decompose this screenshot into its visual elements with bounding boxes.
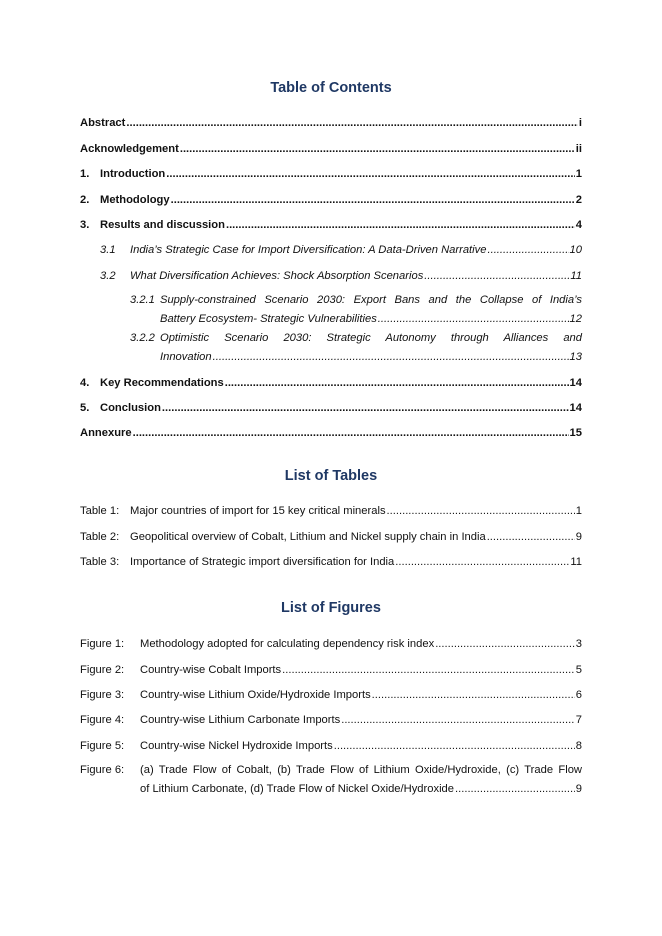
figure-entry-label-line2: of Lithium Carbonate, (d) Trade Flow of Nickel Oxide/Hydroxide: [140, 783, 455, 795]
leader-dots: [341, 712, 575, 728]
leader-dots: [225, 375, 569, 391]
toc-entry-acknowledgement[interactable]: [80, 141, 582, 157]
toc-entry-label: Introduction: [100, 168, 166, 180]
figure-entry-number: Figure 1:: [80, 638, 125, 650]
figure-entry-number: Figure 4:: [80, 714, 125, 726]
toc-entry-label: Annexure: [80, 427, 132, 439]
toc-entry-page: i: [578, 117, 582, 129]
toc-entry-page: 14: [569, 402, 582, 414]
toc-entry-recommendations[interactable]: [80, 375, 582, 391]
table-entry-1[interactable]: [80, 503, 582, 519]
figure-entry-page: 3: [575, 638, 582, 650]
leader-dots: [282, 662, 575, 678]
figure-entry-label: Country-wise Lithium Carbonate Imports: [140, 714, 341, 726]
leader-dots: [372, 687, 575, 703]
toc-entry-abstract[interactable]: [80, 115, 582, 131]
table-entry-number: Table 2:: [80, 531, 120, 543]
figure-entry-label: Country-wise Cobalt Imports: [140, 664, 282, 676]
leader-dots: [126, 115, 578, 131]
table-entry-label: Geopolitical overview of Cobalt, Lithium and Nickel supply chain in India: [130, 531, 486, 543]
toc-entry-3-2-1[interactable]: [130, 291, 582, 329]
toc-entry-3-2[interactable]: [100, 268, 582, 284]
toc-entry-page: 11: [570, 270, 582, 282]
figure-entry-page: 7: [575, 714, 582, 726]
toc-entry-number: 4.: [80, 377, 90, 389]
leader-dots: [487, 242, 568, 258]
toc-entry-page: 14: [569, 377, 582, 389]
figure-entry-page: 5: [575, 664, 582, 676]
leader-dots: [334, 738, 575, 754]
table-entry-3[interactable]: [80, 554, 582, 570]
toc-entry-page: 15: [569, 427, 582, 439]
figure-entry-number: Figure 5:: [80, 740, 125, 752]
figure-entry-page: 6: [575, 689, 582, 701]
toc-entry-number: 3.: [80, 219, 90, 231]
table-entry-page: 1: [575, 505, 582, 517]
toc-entry-conclusion[interactable]: [80, 400, 582, 416]
leader-dots: [162, 400, 569, 416]
toc-entry-number: 5.: [80, 402, 90, 414]
toc-entry-3-2-2[interactable]: [130, 329, 582, 367]
toc-entry-number: 3.2: [100, 270, 116, 282]
toc-entry-number: 3.2.2: [130, 332, 155, 344]
toc-entry-results[interactable]: [80, 217, 582, 233]
figure-entry-number: Figure 3:: [80, 689, 125, 701]
toc-entry-methodology[interactable]: [80, 192, 582, 208]
toc-entry-page: 10: [569, 244, 582, 256]
toc-entry-number: 3.2.1: [130, 294, 155, 306]
table-entry-page: 11: [570, 556, 582, 568]
toc-entry-label: India’s Strategic Case for Import Diversification: A Data-Driven Narrative: [130, 244, 487, 256]
toc-entry-label-line2: Battery Ecosystem- Strategic Vulnerabilities: [160, 313, 377, 325]
figure-entry-page: 9: [575, 783, 582, 795]
figure-entry-1[interactable]: [80, 636, 582, 652]
leader-dots: [171, 192, 575, 208]
toc-entry-page: 4: [575, 219, 582, 231]
toc-entry-number: 3.1: [100, 244, 116, 256]
toc-entry-page: 2: [575, 194, 582, 206]
figure-entry-number: Figure 6:: [80, 764, 125, 776]
toc-entry-label: Conclusion: [100, 402, 161, 414]
figure-entry-4[interactable]: [80, 712, 582, 728]
figure-entry-6[interactable]: [80, 761, 582, 799]
toc-entry-page: ii: [575, 143, 582, 155]
list-of-figures-title: List of Figures: [281, 600, 381, 616]
figure-entry-number: Figure 2:: [80, 664, 125, 676]
toc-entry-label-line2: Innovation: [160, 351, 212, 363]
toc-entry-number: 1.: [80, 168, 90, 180]
figure-entry-label: Country-wise Lithium Oxide/Hydroxide Imports: [140, 689, 371, 701]
table-entry-2[interactable]: [80, 529, 582, 545]
leader-dots: [424, 268, 569, 284]
toc-entry-label: Abstract: [80, 117, 126, 129]
table-entry-page: 9: [575, 531, 582, 543]
leader-dots: [387, 503, 575, 519]
leader-dots: [213, 348, 569, 367]
toc-entry-page: 12: [569, 313, 582, 325]
toc-entry-label: Acknowledgement: [80, 143, 179, 155]
leader-dots: [133, 425, 569, 441]
table-entry-label: Major countries of import for 15 key critical minerals: [130, 505, 386, 517]
toc-entry-label-line1: Optimistic Scenario 2030: Strategic Autonomy through Alliances and: [160, 332, 582, 344]
figure-entry-2[interactable]: [80, 662, 582, 678]
toc-entry-3-1[interactable]: [100, 242, 582, 258]
leader-dots: [166, 166, 575, 182]
leader-dots: [435, 636, 575, 652]
table-entry-number: Table 3:: [80, 556, 120, 568]
figure-entry-3[interactable]: [80, 687, 582, 703]
toc-entry-label: Methodology: [100, 194, 170, 206]
table-entry-number: Table 1:: [80, 505, 120, 517]
leader-dots: [487, 529, 575, 545]
figure-entry-label: Country-wise Nickel Hydroxide Imports: [140, 740, 333, 752]
leader-dots: [226, 217, 575, 233]
toc-entry-page: 13: [569, 351, 582, 363]
leader-dots: [378, 310, 569, 329]
toc-entry-label: Results and discussion: [100, 219, 225, 231]
toc-entry-annexure[interactable]: [80, 425, 582, 441]
table-entry-label: Importance of Strategic import diversification for India: [130, 556, 395, 568]
toc-entry-label: What Diversification Achieves: Shock Absorption Scenarios: [130, 270, 424, 282]
toc-entry-number: 2.: [80, 194, 90, 206]
leader-dots: [180, 141, 575, 157]
toc-entry-page: 1: [575, 168, 582, 180]
figure-entry-label: Methodology adopted for calculating dependency risk index: [140, 638, 435, 650]
toc-entry-label: Key Recommendations: [100, 377, 224, 389]
toc-entry-label-line1: Supply-constrained Scenario 2030: Export Bans and the Collapse of India’s: [160, 294, 582, 306]
figure-entry-label-line1: (a) Trade Flow of Cobalt, (b) Trade Flow of Lithium Oxide/Hydroxide, (c) Trade Flow: [140, 764, 582, 776]
leader-dots: [395, 554, 569, 570]
figure-entry-page: 8: [575, 740, 582, 752]
figure-entry-5[interactable]: [80, 738, 582, 754]
list-of-tables-title: List of Tables: [284, 468, 378, 484]
toc-entry-introduction[interactable]: [80, 166, 582, 182]
leader-dots: [455, 780, 575, 799]
toc-title: Table of Contents: [270, 80, 392, 96]
